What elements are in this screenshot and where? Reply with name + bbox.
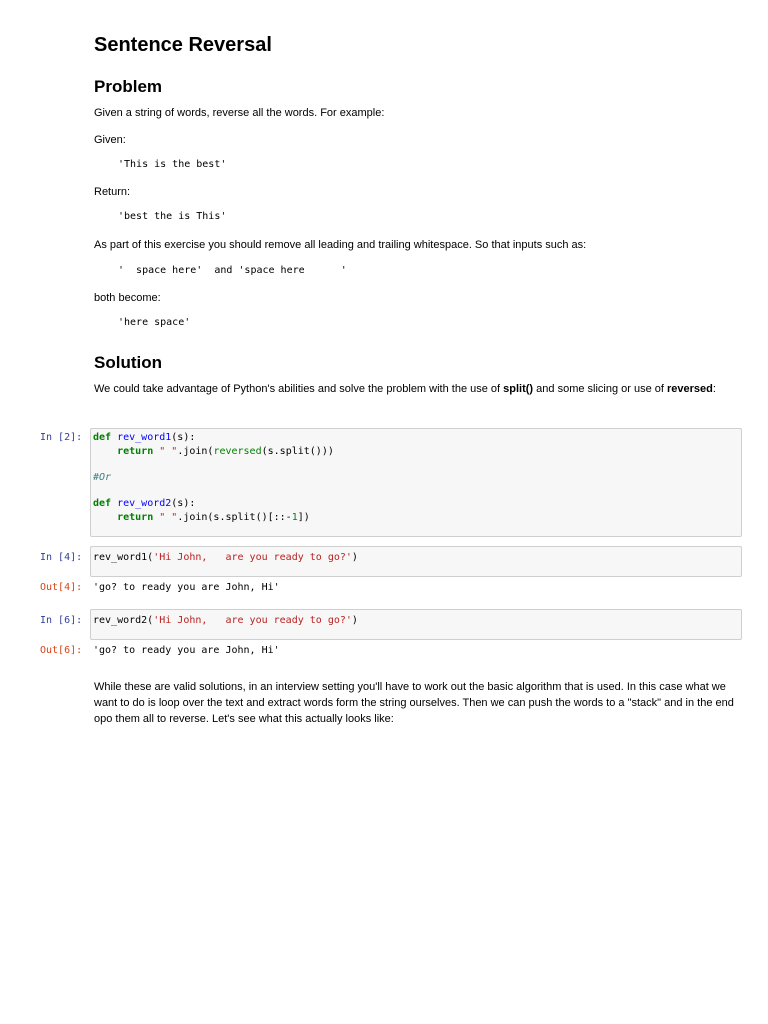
in2-comment: #Or: [93, 472, 112, 483]
in6-prompt: In [6]:: [40, 615, 83, 626]
in2-l4-rest: (s):: [171, 498, 196, 509]
given-example: 'This is the best': [118, 159, 227, 170]
fn-name-rev-word1: rev_word1: [117, 432, 172, 443]
return-keyword-2: return: [117, 512, 154, 523]
split-fn: split(): [503, 383, 534, 395]
return-example: 'best the is This': [118, 211, 227, 222]
reversed-builtin: reversed: [213, 446, 262, 457]
in2-l5-str: " ": [159, 512, 178, 523]
solution-text-mid: and some slicing or use of: [533, 383, 668, 395]
in2-line1: [93, 432, 195, 443]
in2-l5-rest: ]): [297, 512, 310, 523]
in2-line2: [93, 446, 334, 457]
in2-l2-join: .join(: [177, 446, 214, 457]
in6-str: 'Hi John, are you ready to go?': [153, 615, 352, 626]
reversed-word: reversed: [667, 383, 713, 395]
solution-text-start: We could take advantage of Python's abilities and solve the problem with the use of: [94, 383, 504, 395]
solution-heading: Solution: [94, 353, 162, 372]
in4-prompt: In [4]:: [40, 552, 83, 563]
in2-prompt: In [2]:: [40, 432, 83, 443]
in4-close: ): [351, 552, 358, 563]
in2-l2-rest: (s.split())): [261, 446, 334, 457]
problem-heading: Problem: [94, 77, 163, 96]
in6-close: ): [351, 615, 358, 626]
in4-fn: rev_word1(: [93, 552, 154, 563]
solution-text: [94, 381, 744, 397]
in2-line4: [93, 498, 195, 509]
return-keyword: return: [117, 446, 154, 457]
in6-line: [93, 615, 358, 626]
return-label: Return:: [94, 186, 131, 198]
out4-prompt: Out[4]:: [40, 582, 83, 593]
result-example: 'here space': [118, 317, 191, 328]
in4-line: [93, 552, 358, 563]
whitespace-note: As part of this exercise you should remove all leading and trailing whitespace. So that inputs such as:: [94, 239, 587, 251]
inputs-example: ' space here' and 'space here ': [118, 265, 347, 276]
def-keyword: def: [93, 432, 112, 443]
out4-value: 'go? to ready you are John, Hi': [93, 582, 280, 593]
solution-text-end: :: [712, 383, 716, 395]
page-title: Sentence Reversal: [94, 34, 272, 56]
fn-name-rev-word2: rev_word2: [117, 498, 172, 509]
in4-str: 'Hi John, are you ready to go?': [153, 552, 352, 563]
in2-l1-rest: (s):: [171, 432, 196, 443]
given-label: Given:: [94, 134, 126, 146]
out6-value: 'go? to ready you are John, Hi': [93, 645, 280, 656]
in2-l2-str: " ": [159, 446, 178, 457]
in2-line5: [93, 512, 310, 523]
in2-l5-num: 1: [291, 512, 298, 523]
in2-l5-join: .join(s.split()[::-: [177, 512, 292, 523]
in6-fn: rev_word2(: [93, 615, 154, 626]
def-keyword-2: def: [93, 498, 112, 509]
closing-paragraph: While these are valid solutions, in an interview setting you'll have to work out the basic algorithm that is used. In this case what we want to do is loop over the text and extract words form the string ourselves. Then we can push the words to a "stack" and in the end opo them all to reverse. Let's see what this actually looks like:: [94, 681, 734, 725]
out6-prompt: Out[6]:: [40, 645, 83, 656]
problem-intro: Given a string of words, reverse all the words. For example:: [94, 107, 385, 119]
both-become-label: both become:: [94, 292, 161, 304]
